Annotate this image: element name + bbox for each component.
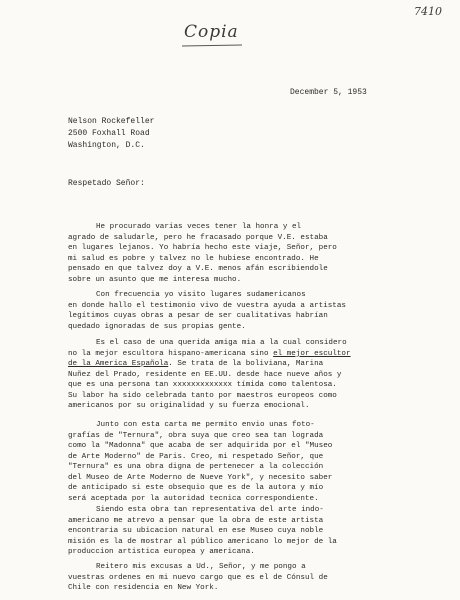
text-line: americano me atrevo a pensar que la obra de este artista bbox=[68, 516, 324, 525]
text-line: "Ternura" es una obra digna de pertenecer a la colección bbox=[68, 463, 324, 471]
text-line: de Arte Moderno" de Paris. Creo, mi respetado Señor, que bbox=[68, 452, 324, 461]
text-line: He procurado varias veces tener la honra y el bbox=[96, 223, 302, 231]
paragraph-1 bbox=[68, 222, 428, 285]
text-line: como la "Madonna" que acaba de ser adquirida por el "Museo bbox=[68, 442, 333, 450]
text-line: Siendo esta obra tan representativa del arte indo- bbox=[96, 506, 324, 514]
text-line: del Museo de Arte Moderno de Nueve York", y necesito saber bbox=[68, 473, 333, 482]
text-line: encontraria su ubicacion natural en ese Museo cuya noble bbox=[68, 527, 324, 535]
text-line: que es una persona tan xxxxxxxxxxxxx tímida como talentosa. bbox=[68, 381, 337, 389]
text-line: produccion artistica europea y americana. bbox=[68, 548, 255, 556]
text-line: sobre un asunto que me interesa mucho. bbox=[68, 275, 242, 284]
text-line: pensado en que talvez doy a V.E. menos afán escribiendole bbox=[68, 265, 328, 273]
text-segment: . Se trata de la boliviana, Marina bbox=[168, 360, 324, 368]
text-line: quedado ignoradas de sus propias gente. bbox=[68, 322, 246, 331]
paragraph-5 bbox=[68, 505, 428, 558]
text-line: Nuñez del Prado, residente en EE.UU. desde hace nueve años y bbox=[68, 370, 342, 379]
text-line: grafías de "Ternura", obra suya que creo sea tan lograda bbox=[68, 431, 324, 440]
paragraph-3 bbox=[68, 338, 428, 412]
recipient-address bbox=[68, 116, 154, 152]
text-line: mi salud es pobre y talvez no le hubiese encontrado. He bbox=[68, 254, 319, 263]
letter-date: December 5, 1953 bbox=[290, 88, 367, 97]
text-line: de anticipado si este obsequio que es de la autora y mío bbox=[68, 484, 324, 492]
paragraph-6 bbox=[68, 562, 428, 594]
greeting: Respetado Señor: bbox=[68, 179, 145, 188]
copia-underline bbox=[182, 44, 242, 46]
text-line: Chile con residencia en New York. bbox=[68, 584, 219, 592]
text-line: vuestras ordenes en mi nuevo cargo que es el de Cónsul de bbox=[68, 573, 328, 582]
text-segment: no la mejor escultora hispano-americana sino bbox=[68, 349, 274, 358]
copia-annotation: Copia bbox=[184, 22, 239, 42]
text-line: agrado de saludarle, pero he fracasado porque V.E. estaba bbox=[68, 233, 328, 242]
text-line: misión es la de mostrar al público americano lo mejor de la bbox=[68, 537, 337, 546]
text-line bbox=[68, 349, 428, 360]
address-line: 2500 Foxhall Road bbox=[68, 129, 150, 138]
underlined-text: de la America Española bbox=[68, 360, 169, 368]
text-line: americanos por su originalidad y su fuerza emocional. bbox=[68, 402, 310, 410]
paragraph-4 bbox=[68, 420, 428, 504]
text-line: Con frecuencia yo visito lugares sudamericanos bbox=[96, 291, 306, 299]
text-line: legítimos cuyas obras a pesar de ser cualitativas habrían bbox=[68, 312, 328, 320]
text-line: en lugares lejanos. Yo habría hecho este viaje, Señor, pero bbox=[68, 244, 337, 252]
text-line: Es el caso de una querida amiga mia a la cual considero bbox=[96, 339, 347, 347]
text-line: Su labor ha sido celebrada tanto por maestros europeos como bbox=[68, 391, 337, 400]
paragraph-2 bbox=[68, 290, 428, 332]
document-number: 7410 bbox=[414, 5, 442, 18]
address-line: Nelson Rockefeller bbox=[68, 117, 155, 126]
text-line: Reitero mis excusas a Ud., Señor, y me pongo a bbox=[96, 563, 306, 571]
underlined-text: el mejor escultor bbox=[273, 349, 351, 358]
text-line: Junto con esta carta me permito envio unas foto- bbox=[96, 421, 315, 429]
text-line: será aceptada por la autoridad tecnica correspondiente. bbox=[68, 494, 319, 503]
address-line: Washington, D.C. bbox=[68, 141, 145, 150]
text-line: en donde hallo el testimonio vivo de vuestra ayuda a artistas bbox=[68, 301, 346, 310]
text-line bbox=[68, 359, 428, 370]
